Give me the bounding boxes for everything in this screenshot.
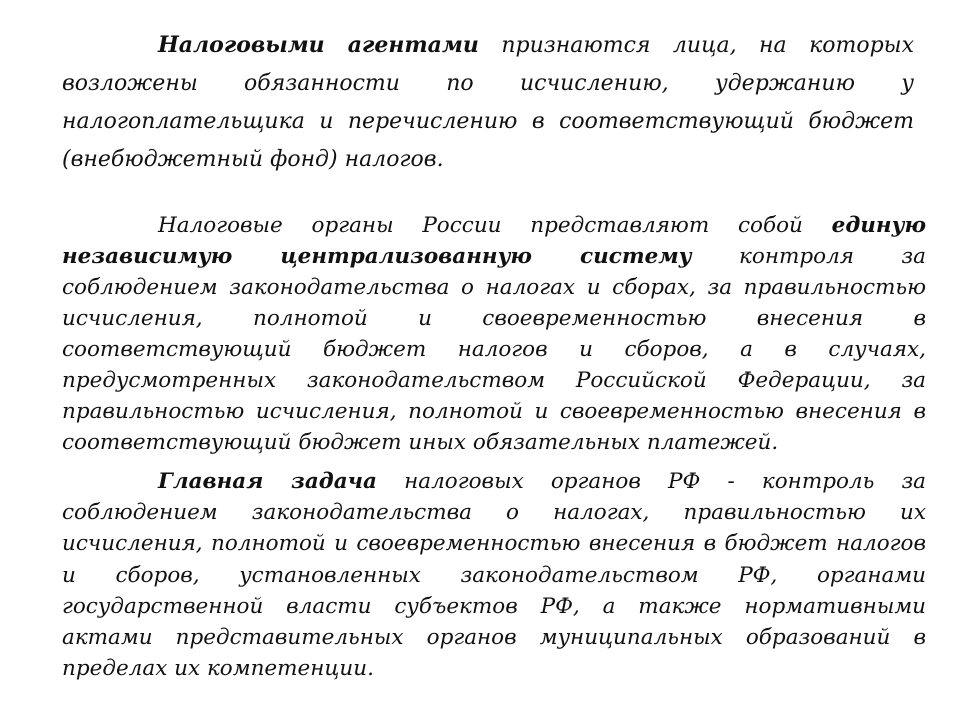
paragraph-text-before: Налоговые органы России представляют собой [158,213,832,238]
paragraph-text-after: контроля за соблюдением законодательства о налогах и сборах, за правильностью исчисления, полнотой и своевременностью внесения в соответствующий бюджет налогов и сборов, а в случаях, предусмотренных законодательством Российской Федерации, за правильностью исчисления, полнотой и своевременностью внесения в соответствующий бюджет иных обязательных платежей. [62,244,926,455]
term-unified-system: единую независимую централизованную систему [62,213,926,269]
paragraph-tax-agents [62,26,914,179]
paragraph-main-task [62,466,926,684]
term-tax-agents: Налоговыми агентами [158,32,479,58]
paragraph-text: налоговых органов РФ - контроль за соблюдением законодательства о налогах, правильностью их исчисления, полнотой и своевременностью внесения в бюджет налогов и сборов, установленных законодательством РФ, органами государственной власти субъектов РФ, а также нормативными актами представительных органов муниципальных образований в пределах их компетенции. [62,469,926,682]
paragraph-tax-authorities [62,210,926,458]
term-main-task: Главная задача [158,469,377,494]
paragraph-text: признаются лица, на которых возложены обязанности по исчислению, удержанию у налогоплательщика и перечислению в соответствующий бюджет (внебюджетный фонд) налогов. [62,33,914,172]
